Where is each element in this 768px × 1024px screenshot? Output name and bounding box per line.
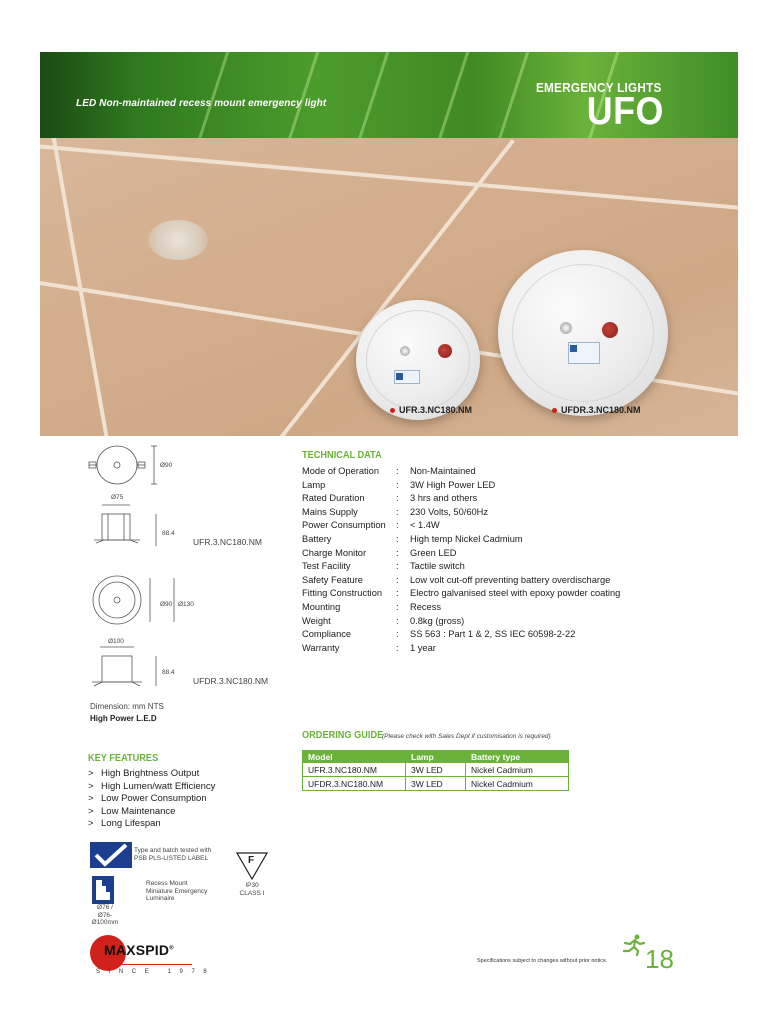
- psb-sticker: [568, 342, 600, 364]
- spec-value: 230 Volts, 50/60Hz: [410, 506, 489, 517]
- spec-value: SS 563 : Part 1 & 2, SS IEC 60598-2-22: [410, 629, 576, 640]
- table-cell: Nickel Cadmium: [466, 777, 569, 791]
- list-item: > Long Lifespan: [88, 818, 215, 831]
- dim-large-height: 88.4: [162, 669, 175, 676]
- ip-rating-text: [234, 882, 270, 897]
- unit-bezel: [512, 264, 654, 402]
- cert-line: Luminaire: [146, 895, 175, 902]
- banner-subtitle: LED Non-maintained recess mount emergency light: [76, 98, 327, 109]
- table-header-row: [303, 751, 569, 763]
- spec-value: Non-Maintained: [410, 466, 476, 476]
- table-row: [302, 479, 620, 493]
- caption-text: UFR.3.NC180.NM: [399, 405, 473, 415]
- dim-large-side: Ø100: [108, 638, 124, 645]
- list-item: > High Brightness Output: [88, 768, 215, 781]
- spec-key: Lamp: [302, 479, 326, 490]
- cert-line: PSB PLS-LISTED LABEL: [134, 854, 209, 862]
- spec-key: Power Consumption: [302, 520, 386, 531]
- spec-key: Test Facility: [302, 561, 351, 572]
- spec-key: Mode of Operation: [302, 466, 380, 476]
- cert-line: CLASS I: [239, 889, 265, 897]
- table-row: [302, 465, 620, 479]
- spec-key: Fitting Construction: [302, 588, 383, 599]
- spec-colon: :: [396, 466, 399, 476]
- spec-key: Rated Duration: [302, 493, 365, 504]
- spec-colon: :: [396, 506, 399, 517]
- technical-data-table: [302, 465, 620, 655]
- caption-text: UFDR.3.NC180.NM: [561, 405, 641, 415]
- spec-key: Battery: [302, 533, 332, 544]
- drawing-label-small: UFR.3.NC180.NM: [193, 537, 262, 547]
- spec-colon: :: [396, 493, 399, 504]
- dimension-note: Dimension: mm NTS: [90, 702, 164, 711]
- ceiling-joint: [40, 141, 738, 215]
- cert-line: Type and batch tested with: [134, 847, 212, 854]
- key-features-list: [88, 768, 215, 831]
- spec-key: Weight: [302, 615, 331, 626]
- spec-value: High temp Nickel Cadmium: [410, 533, 523, 544]
- banner-streak: [278, 52, 324, 138]
- test-switch: [602, 322, 618, 338]
- test-switch: [438, 344, 452, 358]
- spec-value: 1 year: [410, 642, 436, 653]
- psb-sticker: [394, 370, 420, 384]
- spec-value: Low volt cut-off preventing battery overdischarge: [410, 574, 611, 585]
- exit-running-man-icon: [622, 934, 646, 956]
- table-cell: 3W LED: [406, 777, 466, 791]
- f-mark-letter: F: [248, 855, 255, 866]
- recess-mount-text: [146, 880, 207, 903]
- photo-caption-bar: [40, 400, 738, 436]
- bullet-icon: [552, 408, 557, 413]
- spec-key: Charge Monitor: [302, 547, 367, 558]
- cert-line: Ø76-Ø100mm: [91, 911, 119, 926]
- spec-value: 3 hrs and others: [410, 493, 478, 504]
- table-row: [302, 628, 620, 642]
- ceiling-light: [148, 220, 208, 260]
- technical-data-title: TECHNICAL DATA: [302, 450, 382, 461]
- spec-value: 3W High Power LED: [410, 479, 496, 490]
- brand-divider: [96, 964, 192, 965]
- spec-colon: :: [396, 615, 399, 626]
- table-row: [302, 642, 620, 656]
- banner-streak: [488, 52, 534, 138]
- table-cell: UFDR.3.NC180.NM: [303, 777, 406, 791]
- spec-colon: :: [396, 588, 399, 599]
- cert-line: Ø76 /: [97, 904, 113, 911]
- caption-large-unit: [552, 405, 641, 415]
- list-item: > Low Power Consumption: [88, 793, 215, 806]
- spec-key: Mains Supply: [302, 506, 358, 517]
- key-features-title: KEY FEATURES: [88, 753, 159, 764]
- ordering-table: [302, 750, 569, 791]
- spec-value: < 1.4W: [410, 520, 440, 531]
- cert-line: IP30: [245, 882, 259, 889]
- table-row: [302, 615, 620, 629]
- table-row: [302, 506, 620, 520]
- spec-colon: :: [396, 642, 399, 653]
- spec-colon: :: [396, 574, 399, 585]
- brand-since: SINCE 1978: [96, 969, 216, 975]
- table-cell: UFR.3.NC180.NM: [303, 763, 406, 777]
- dim-large-outer: Ø130: [178, 601, 194, 608]
- header-banner: [40, 52, 738, 138]
- column-header: Battery type: [466, 751, 569, 763]
- recess-mount-icon: [92, 876, 114, 904]
- column-header: Lamp: [406, 751, 466, 763]
- table-row: [302, 574, 620, 588]
- spec-colon: :: [396, 561, 399, 572]
- dim-small-height: 88.4: [162, 530, 175, 537]
- spec-value: Green LED: [410, 547, 457, 558]
- brand-logo: [104, 942, 174, 958]
- dim-small-side: Ø75: [111, 494, 124, 501]
- table-cell: Nickel Cadmium: [466, 763, 569, 777]
- registered-mark: ®: [169, 945, 174, 952]
- spec-key: Warranty: [302, 642, 340, 653]
- psb-label-text: [134, 847, 211, 862]
- dim-large-inner: Ø90: [160, 601, 173, 608]
- table-row: [302, 547, 620, 561]
- unit-bezel: [366, 310, 470, 410]
- disclaimer: Specifications subject to changes without prior notice.: [477, 958, 608, 964]
- spec-value: 0.8kg (gross): [410, 615, 465, 626]
- table-row: [302, 601, 620, 615]
- table-row: [302, 519, 620, 533]
- table-row: [302, 560, 620, 574]
- column-header: Model: [303, 751, 406, 763]
- page-number: 18: [645, 944, 674, 974]
- large-unit-image: [498, 250, 668, 416]
- table-row: [302, 492, 620, 506]
- table-cell: 3W LED: [406, 763, 466, 777]
- banner-category: EMERGENCY LIGHTS: [536, 80, 662, 95]
- cert-line: Miniature Emergency: [146, 887, 208, 895]
- list-item: > High Lumen/watt Efficiency: [88, 781, 215, 794]
- banner-streak: [348, 52, 394, 138]
- lamp-note: High Power L.E.D: [90, 714, 157, 723]
- spec-key: Safety Feature: [302, 574, 363, 585]
- table-row: [302, 533, 620, 547]
- ordering-guide-title: ORDERING GUIDE: [302, 730, 384, 741]
- spec-colon: :: [396, 629, 399, 640]
- size-range-text: [86, 904, 124, 927]
- spec-key: Mounting: [302, 601, 341, 612]
- drawing-label-large: UFDR.3.NC180.NM: [193, 676, 269, 686]
- led-lens: [560, 322, 572, 334]
- caption-small-unit: [390, 405, 472, 415]
- spec-colon: :: [396, 520, 399, 531]
- banner-streak: [188, 52, 234, 138]
- spec-value: Tactile switch: [410, 561, 465, 572]
- spec-colon: :: [396, 479, 399, 490]
- table-row: [303, 777, 569, 791]
- ordering-note: (Please check with Sales Dept if customisation is required): [382, 733, 551, 740]
- brand-name: MAXSPID: [104, 942, 170, 958]
- spec-colon: :: [396, 601, 399, 612]
- product-photo: [40, 138, 738, 436]
- cert-line: Recess Mount: [146, 880, 188, 887]
- table-row: [302, 587, 620, 601]
- spec-colon: :: [396, 547, 399, 558]
- led-lens: [400, 346, 410, 356]
- table-row: [303, 763, 569, 777]
- psb-checkmark-icon: [90, 842, 132, 868]
- spec-value: Electro galvanised steel with epoxy powder coating: [410, 588, 621, 599]
- dim-small-top: Ø90: [160, 462, 173, 469]
- spec-value: Recess: [410, 601, 442, 612]
- dimension-drawings: [84, 440, 194, 690]
- spec-key: Compliance: [302, 629, 352, 640]
- list-item: > Low Maintenance: [88, 806, 215, 819]
- product-name: UFO: [586, 90, 664, 133]
- banner-streak: [428, 52, 474, 138]
- bullet-icon: [390, 408, 395, 413]
- spec-colon: :: [396, 533, 399, 544]
